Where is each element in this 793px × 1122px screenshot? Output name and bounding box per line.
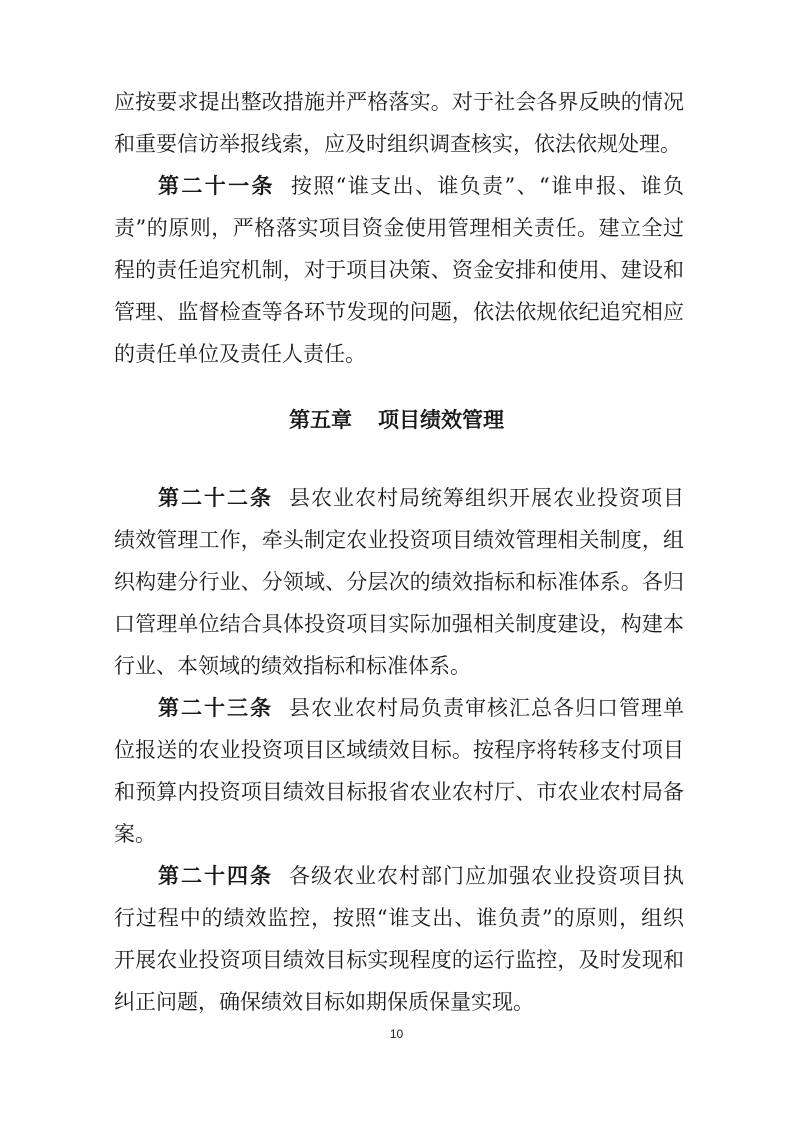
article-21-label: 第二十一条 (158, 173, 275, 198)
article-22-line (158, 484, 684, 512)
paragraph-line: 程的责任追究机制，对于项目决策、资金安排和使用、建设和 (114, 258, 684, 282)
paragraph-line: 行业、本领域的绩效指标和标准体系。 (114, 654, 471, 678)
paragraph-line: 开展农业投资项目绩效目标实现程度的运行监控，及时发现和 (114, 948, 684, 972)
paragraph-line: 口管理单位结合具体投资项目实际加强相关制度建设，构建本 (114, 612, 684, 636)
paragraph-line: 绩效管理工作，牵头制定农业投资项目绩效管理相关制度，组 (114, 528, 684, 552)
chapter-number: 第五章 (289, 408, 352, 432)
article-24-label: 第二十四条 (158, 863, 273, 888)
chapter-heading (0, 406, 793, 434)
article-24-text: 各级农业农村部门应加强农业投资项目执 (289, 864, 684, 888)
article-23-text: 县农业农村局负责审核汇总各归口管理单 (289, 696, 684, 720)
article-22-label: 第二十二条 (158, 485, 273, 510)
paragraph-line: 管理、监督检查等各环节发现的问题，依法依规依纪追究相应 (114, 300, 684, 324)
chapter-name: 项目绩效管理 (378, 408, 504, 432)
article-21-text: 按照“谁支出、谁负责”、“谁申报、谁负 (290, 174, 685, 198)
paragraph-line: 纠正问题，确保绩效目标如期保质保量实现。 (114, 990, 534, 1014)
paragraph-line: 行过程中的绩效监控，按照“谁支出、谁负责”的原则，组织 (114, 906, 684, 930)
article-23-line (158, 694, 684, 722)
paragraph-line: 织构建分行业、分领域、分层次的绩效指标和标准体系。各归 (114, 570, 684, 594)
article-23-label: 第二十三条 (158, 695, 273, 720)
article-21-line (158, 172, 684, 200)
page-number: 10 (389, 1027, 404, 1041)
paragraph-line: 和预算内投资项目绩效目标报省农业农村厅、市农业农村局备 (114, 780, 684, 804)
paragraph-line: 应按要求提出整改措施并严格落实。对于社会各界反映的情况 (114, 90, 684, 114)
paragraph-line: 责”的原则，严格落实项目资金使用管理相关责任。建立全过 (114, 216, 684, 240)
paragraph-line: 的责任单位及责任人责任。 (114, 342, 366, 366)
paragraph-line: 和重要信访举报线索，应及时组织调查核实，依法依规处理。 (114, 132, 681, 156)
paragraph-line: 位报送的农业投资项目区域绩效目标。按程序将转移支付项目 (114, 738, 684, 762)
article-24-line (158, 862, 684, 890)
article-22-text: 县农业农村局统筹组织开展农业投资项目 (289, 486, 684, 510)
paragraph-line: 案。 (114, 822, 156, 846)
